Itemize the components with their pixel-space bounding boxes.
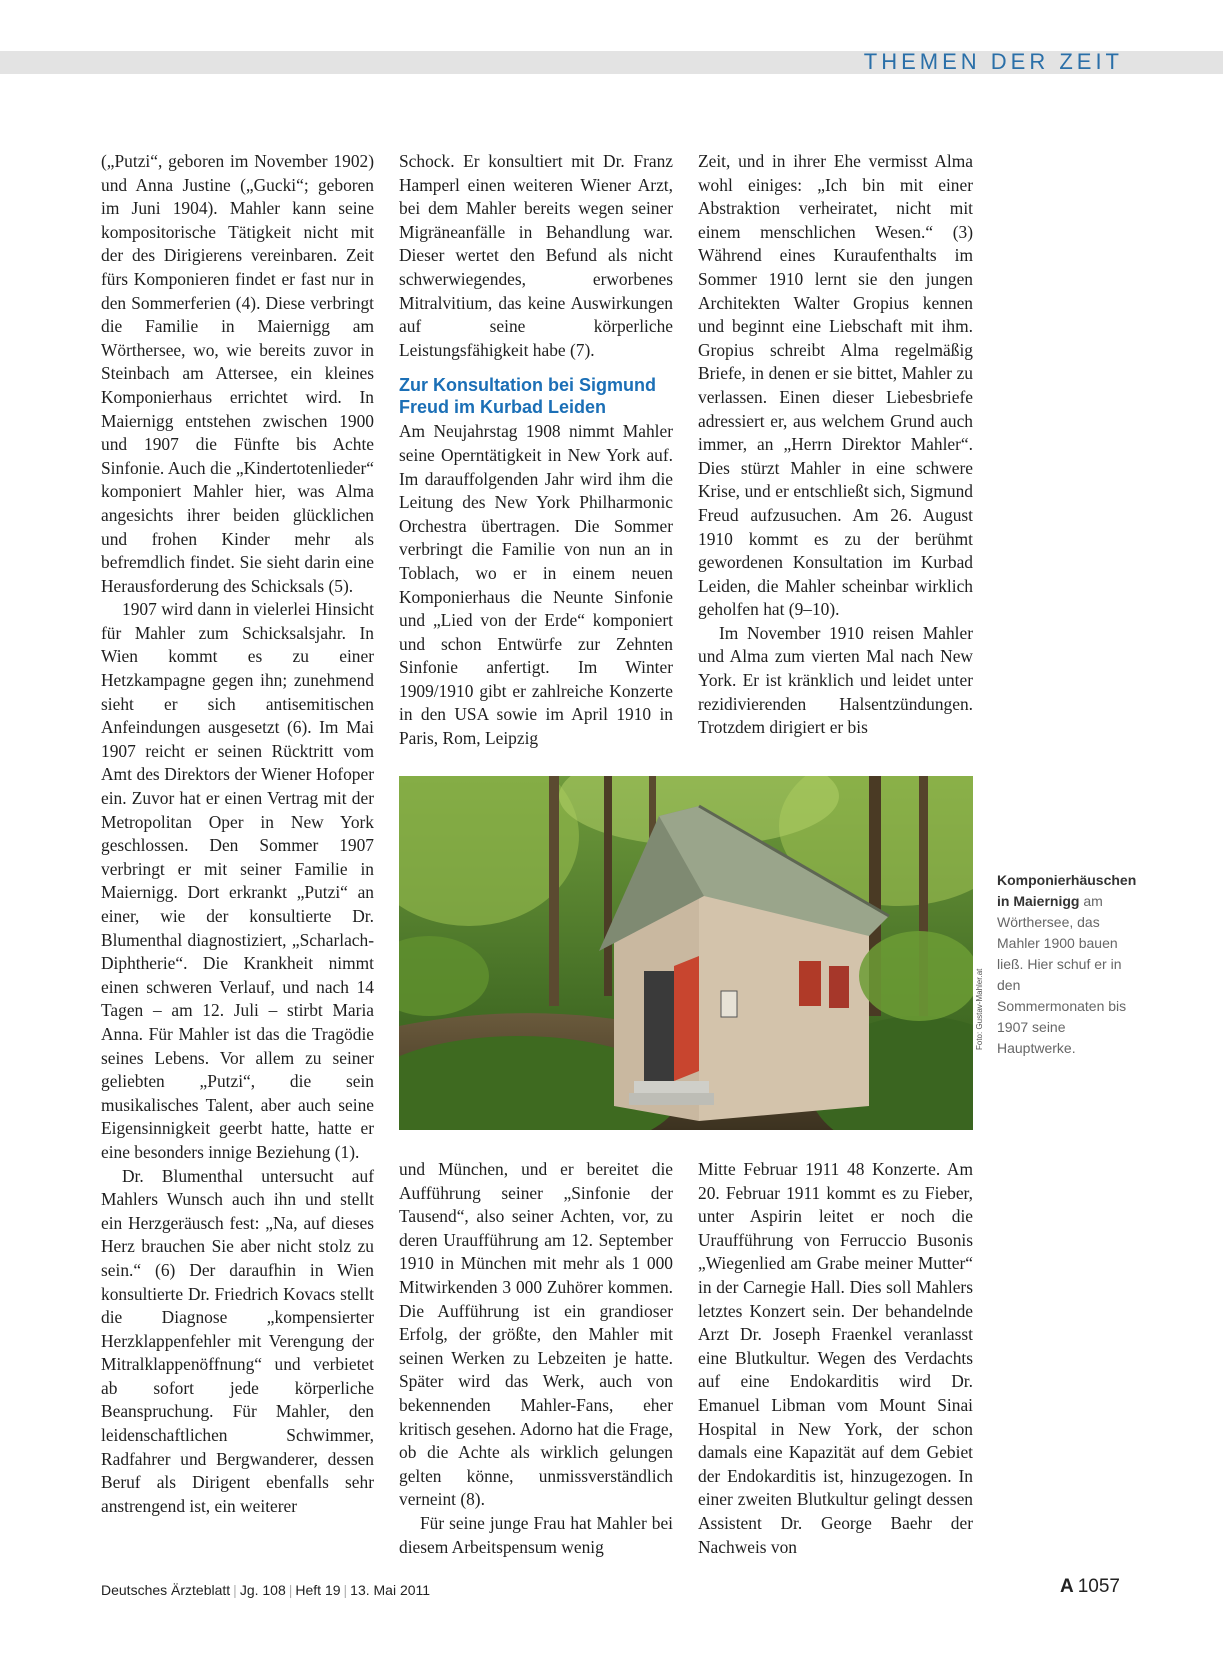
footer: [101, 1582, 430, 1598]
paragraph: Für seine junge Frau hat Mahler bei diesem Arbeitspensum wenig: [399, 1512, 673, 1557]
footer-separator: |: [233, 1582, 237, 1598]
paragraph: Zeit, und in ihrer Ehe vermisst Alma wohl einiges: „Ich bin mit einer Abstraktion verheiratet, nicht mit einem menschlichen Wesen.“ (3) Während eines Kuraufenthalts im Sommer 1910 lernt sie den jungen Architekten Walter Gropius kennen und beginnt eine Liebschaft mit ihm. Gropius schreibt Alma regelmäßig Briefe, in denen er sie bittet, Mahler zu verlassen. Einen dieser Liebesbriefe adressiert er, aus welchem Grund auch immer, an „Herrn Direktor Mahler“. Dies stürzt Mahler in eine schwere Krise, und er entschließt sich, Sigmund Freud aufzusuchen. Am 26. August 1910 kommt es zu der berühmt gewordenen Konsultation im Kurbad Leiden, die Mahler scheinbar wirklich geholfen hat (9–10).: [698, 151, 973, 620]
paragraph: 1907 wird dann in vielerlei Hinsicht für Mahler zum Schicksalsjahr. In Wien kommt es zu einer Hetzkampagne gegen ihn; zunehmend sieht er sich antisemitischen Anfeindungen ausgesetzt (6). Im Mai 1907 reicht er seinen Rücktritt vom Amt des Direktors der Wiener Hofoper ein. Zuvor hat er einen Vertrag mit der Metropolitan Oper in New York geschlossen. Den Sommer 1907 verbringt er mit seiner Familie in Maiernigg. Dort erkrankt „Putzi“ an einer, wie der konsultierte Dr. Blumenthal diagnostiziert, „Scharlach-Diphtherie“. Die Krankheit nimmt einen schweren Verlauf, und nach 14 Tagen – am 12. Juli – stirbt Maria Anna. Für Mahler ist das die Tragödie seines Lebens. Vor allem zu seiner geliebten „Putzi“, die sein musikalisches Talent, aber auch seine Eigensinnigkeit geerbt hatte, hatte er eine besonders innige Beziehung (1).: [101, 599, 374, 1162]
caption-text: am Wörthersee, das Mahler 1900 bauen ließ. Hier schuf er in den Sommermonaten bis 1907 seine Hauptwerke.: [997, 893, 1127, 1056]
page-prefix: A: [1059, 1576, 1074, 1597]
journal-name: Deutsches Ärzteblatt: [101, 1582, 231, 1598]
footer-separator: |: [343, 1582, 348, 1598]
photo-illustration: [399, 776, 973, 1130]
paragraph: Mitte Februar 1911 48 Konzerte. Am 20. Februar 1911 kommt es zu Fieber, unter Aspirin leitet er noch die Uraufführung von Ferruccio Busonis „Wiegenlied am Grabe meiner Mutter“ in der Carnegie Hall. Dies soll Mahlers letztes Konzert sein. Der behandelnde Arzt Dr. Joseph Fraenkel veranlasst eine Blutkultur. Wegen des Verdachts auf eine Endokarditis wird Dr. Emanuel Libman vom Mount Sinai Hospital in New York, der schon damals eine Kapazität auf dem Gebiet der Endokarditis ist, hinzugezogen. In einer zweiten Blutkultur gelingt dessen Assistent Dr. George Baehr der Nachweis von: [698, 1159, 973, 1557]
subheading: Zur Konsultation bei Sigmund Freud im Kurbad Leiden: [399, 375, 656, 418]
page-number-value: 1057: [1077, 1576, 1120, 1597]
photo-credit: Foto: Gustav-Mahler.at: [975, 968, 984, 1050]
text-column-3-top: [698, 150, 973, 740]
paragraph: („Putzi“, geboren im November 1902) und Anna Justine („Gucki“; geboren im Juni 1904). Mahler kann seine kompositorische Tätigkeit nicht mit der des Dirigierens vereinbaren. Zeit fürs Komponieren findet er fast nur in den Sommerferien (4). Diese verbringt die Familie in Maiernigg am Wörthersee, wo, wie bereits zuvor in Steinbach am Attersee, ein kleines Komponierhaus errichtet wird. In Maiernigg entstehen zwischen 1900 und 1907 die Fünfte bis Achte Sinfonie. Auch die „Kindertotenlieder“ komponiert Mahler hier, was Alma angesichts ihrer beiden glücklichen und frohen Kinder mehr als befremdlich findet. Sie sieht darin eine Herausforderung des Schicksals (5).: [101, 151, 374, 596]
paragraph: Dr. Blumenthal untersucht auf Mahlers Wunsch auch ihn und stellt ein Herzgeräusch fest: „Na, auf dieses Herz brauchen Sie aber nicht stolz zu sein.“ (6) Der daraufhin in Wien konsultierte Dr. Friedrich Kovacs stellt die Diagnose „kompensierter Herzklappenfehler mit Verengung der Mitralklappenöffnung“ und verbietet ab sofort jede körperliche Beanspruchung. Für Mahler, den leidenschaftlichen Schwimmer, Radfahrer und Bergwanderer, dessen Beruf als Dirigent ebenfalls sehr anstrengend ist, ein weiterer: [101, 1165, 374, 1516]
paragraph: Am Neujahrstag 1908 nimmt Mahler seine Operntätigkeit in New York auf. Im darauffolgenden Jahr wird ihm die Leitung des New York Philharmonic Orchestra übertragen. Die Sommer verbringt die Familie von nun an in Toblach, wo er in einem neuen Komponierhaus die Neunte Sinfonie und „Lied von der Erde“ komponiert und schon Entwürfe zur Zehnten Sinfonie anfertigt. Im Winter 1909/1910 gibt er zahlreiche Konzerte in den USA sowie im April 1910 in Paris, Rom, Leipzig: [399, 421, 673, 749]
paragraph: Schock. Er konsultiert mit Dr. Franz Hamperl einen weiteren Wiener Arzt, bei dem Mahler bereits wegen seiner Migräneanfälle in Behandlung war. Dieser wertet den Befund als nicht schwerwiegendes, erworbenes Mitralvitium, das keine Auswirkungen auf seine körperliche Leistungsfähigkeit habe (7).: [399, 151, 673, 360]
photo-caption: [997, 870, 1137, 1059]
volume: Jg. 108: [239, 1582, 286, 1598]
text-column-1: [101, 150, 374, 1518]
photo-composer-hut: [399, 776, 973, 1130]
issue: Heft 19: [295, 1582, 341, 1598]
text-column-3-bottom: [698, 1158, 973, 1559]
footer-separator: |: [288, 1582, 293, 1598]
text-column-2-bottom: [399, 1158, 673, 1559]
paragraph: und München, und er bereitet die Aufführung seiner „Sinfonie der Tausend“, also seiner Achten, vor, zu deren Uraufführung am 12. September 1910 in München mit mehr als 1 000 Mitwirkenden 3 000 Zuhörer kommen. Die Aufführung ist ein grandioser Erfolg, der größte, den Mahler mit seinen Werken zu Lebzeiten je hatte. Später wird das Werk, auch von bekennenden Mahler-Fans, eher kritisch gesehen. Adorno hat die Frage, ob die Achte als wirklich gelungen gelten könne, unmissverständlich verneint (8).: [399, 1159, 673, 1510]
issue-date: 13. Mai 2011: [350, 1582, 431, 1598]
section-label: THEMEN DER ZEIT: [863, 49, 1123, 74]
caption-title: Komponierhäuschen in Maiernigg: [997, 872, 1137, 909]
paragraph: Im November 1910 reisen Mahler und Alma zum vierten Mal nach New York. Er ist kränklich und leidet unter rezidivierenden Halsentzündungen. Trotzdem dirigiert er bis: [698, 622, 973, 738]
page-number: [1060, 1576, 1120, 1598]
text-column-2-top: [399, 150, 673, 751]
